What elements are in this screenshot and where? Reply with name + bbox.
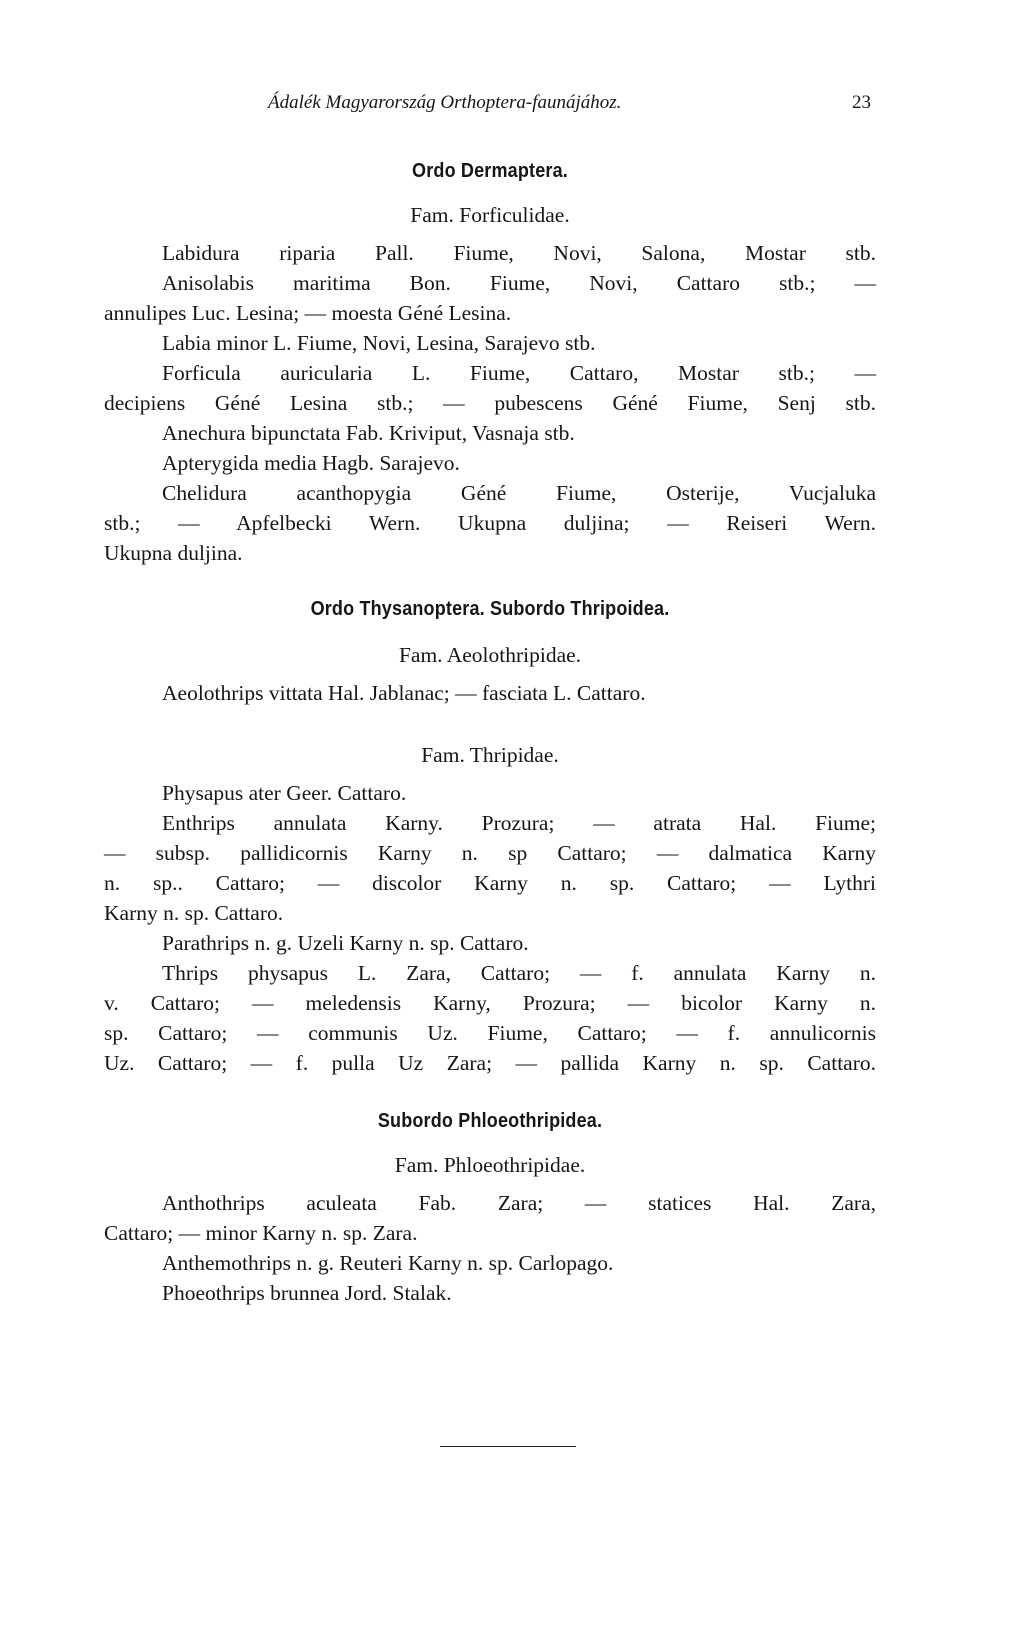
section-heading-dermaptera: Ordo Dermaptera. (412, 160, 568, 182)
entry-line: Anisolabis maritima Bon. Fiume, Novi, Cattaro stb.; — (162, 271, 876, 295)
entry-line: Forficula auricularia L. Fiume, Cattaro, Mostar stb.; — (162, 361, 876, 385)
entry-line: n. sp.. Cattaro; — discolor Karny n. sp. Cattaro; — Lythri (104, 871, 876, 895)
entry-line: Ukupna duljina. (104, 541, 243, 565)
entry-line: Apterygida media Hagb. Sarajevo. (162, 451, 460, 475)
page-number: 23 (852, 92, 871, 113)
entry-line: Labia minor L. Fiume, Novi, Lesina, Sarajevo stb. (162, 331, 596, 355)
family-heading-forficulidae: Fam. Forficulidae. (410, 203, 570, 227)
entry-line: Enthrips annulata Karny. Prozura; — atrata Hal. Fiume; (162, 811, 876, 835)
entry-line: — subsp. pallidicornis Karny n. sp Cattaro; — dalmatica Karny (104, 841, 876, 865)
running-title: Ádalék Magyarország Orthoptera-faunájához. (268, 92, 622, 113)
entry-line: Anthothrips aculeata Fab. Zara; — statices Hal. Zara, (162, 1191, 876, 1215)
entry-line: v. Cattaro; — meledensis Karny, Prozura; — bicolor Karny n. (104, 991, 876, 1015)
entry-line: Chelidura acanthopygia Géné Fiume, Osterije, Vucjaluka (162, 481, 876, 505)
entry-line: stb.; — Apfelbecki Wern. Ukupna duljina; — Reiseri Wern. (104, 511, 876, 535)
entry-line: Aeolothrips vittata Hal. Jablanac; — fasciata L. Cattaro. (162, 681, 646, 705)
entry-line: Cattaro; — minor Karny n. sp. Zara. (104, 1221, 418, 1245)
entry-line: sp. Cattaro; — communis Uz. Fiume, Cattaro; — f. annulicornis (104, 1021, 876, 1045)
entry-line: Thrips physapus L. Zara, Cattaro; — f. annulata Karny n. (162, 961, 876, 985)
family-heading-aeolothripidae: Fam. Aeolothripidae. (398, 643, 582, 667)
entry-line: Anechura bipunctata Fab. Kriviput, Vasnaja stb. (162, 421, 575, 445)
entry-line: Karny n. sp. Cattaro. (104, 901, 284, 925)
entry-line: annulipes Luc. Lesina; — moesta Géné Lesina. (104, 301, 512, 325)
entry-line: Anthemothrips n. g. Reuteri Karny n. sp. Carlopago. (162, 1251, 614, 1275)
entry-line: Phoeothrips brunnea Jord. Stalak. (162, 1281, 452, 1305)
entry-line: Uz. Cattaro; — f. pulla Uz Zara; — pallida Karny n. sp. Cattaro. (104, 1051, 876, 1075)
section-heading-phloeothripidea: Subordo Phloeothripidea. (377, 1110, 603, 1132)
section-heading-thysanoptera: Ordo Thysanoptera. Subordo Thripoidea. (310, 598, 670, 620)
entry-line: Parathrips n. g. Uzeli Karny n. sp. Cattaro. (162, 931, 529, 955)
closing-rule (440, 1446, 576, 1447)
family-heading-thripidae: Fam. Thripidae. (421, 743, 559, 767)
family-heading-phloeothripidae: Fam. Phloeothripidae. (394, 1153, 586, 1177)
entry-line: Physapus ater Geer. Cattaro. (162, 781, 407, 805)
entry-line: Labidura riparia Pall. Fiume, Novi, Salona, Mostar stb. (162, 241, 876, 265)
entry-line: decipiens Géné Lesina stb.; — pubescens Géné Fiume, Senj stb. (104, 391, 876, 415)
